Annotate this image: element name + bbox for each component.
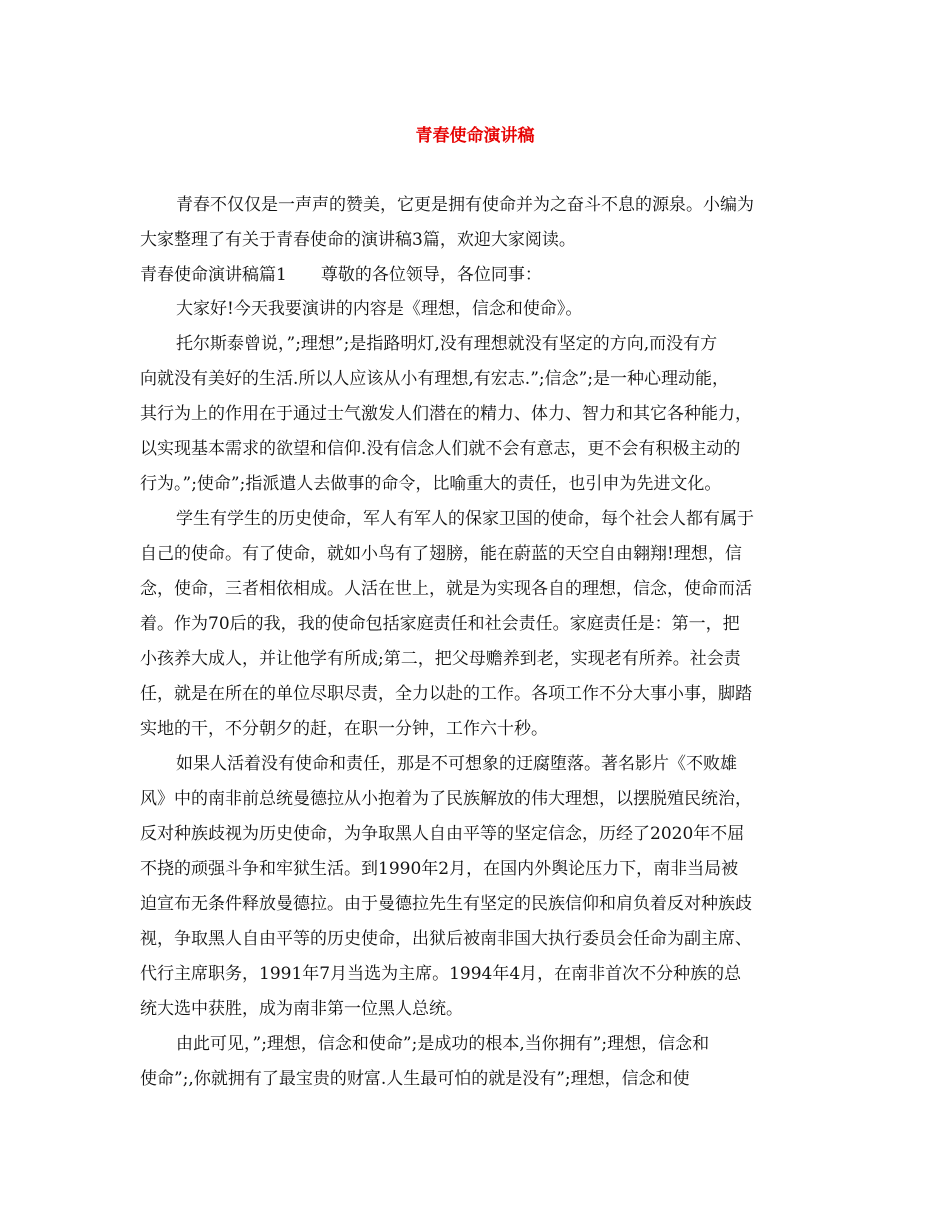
paragraph-line: 使命”;,你就拥有了最宝贵的财富.人生最可怕的就是没有”;理想，信念和使 [140,1069,690,1089]
paragraph-line: 其行为上的作用在于通过士气激发人们潜在的精力、体力、智力和其它各种能力， [140,404,752,424]
paragraph-line: 以实现基本需求的欲望和信仰.没有信念人们就不会有意志，更不会有积极主动的 [140,439,741,459]
paragraph-line: 不挠的顽强斗争和牢狱生活。到1990年2月，在国内外舆论压力下，南非当局被 [140,859,739,879]
paragraph-line: 由此可见，”;理想，信念和使命”;是成功的根本,当你拥有”;理想，信念和 [176,1034,710,1054]
paragraph-line: 大家好!今天我要演讲的内容是《理想，信念和使命》。 [176,299,583,319]
paragraph-line: 小孩养大成人，并让他学有所成;第二，把父母赡养到老，实现老有所养。社会责 [140,649,741,669]
paragraph-line: 迫宣布无条件释放曼德拉。由于曼德拉先生有坚定的民族信仰和肩负着反对种族歧 [140,894,752,914]
paragraph-line: 实地的干，不分朝夕的赶，在职一分钟，工作六十秒。 [140,719,548,739]
paragraph-line: 自己的使命。有了使命，就如小鸟有了翅膀，能在蔚蓝的天空自由翱翔!理想，信 [140,544,742,564]
document-title: 青春使命演讲稿 [415,126,535,146]
paragraph-line: 统大选中获胜，成为南非第一位黑人总统。 [140,999,463,1019]
paragraph-line: 视，争取黑人自由平等的历史使命，出狱后被南非国大执行委员会任命为副主席、 [140,929,752,949]
paragraph-line: 着。作为70后的我，我的使命包括家庭责任和社会责任。家庭责任是：第一，把 [140,614,740,634]
paragraph-line: 如果人活着没有使命和责任，那是不可想象的迂腐堕落。著名影片《不败雄 [176,754,737,774]
paragraph-line: 念，使命，三者相依相成。人活在世上，就是为实现各自的理想，信念，使命而活 [140,579,752,599]
paragraph-line: 向就没有美好的生活.所以人应该从小有理想,有宏志.”;信念”;是一种心理动能， [140,369,730,389]
paragraph-line: 青春不仅仅是一声声的赞美，它更是拥有使命并为之奋斗不息的源泉。小编为 [176,195,754,215]
section-heading-line: 青春使命演讲稿篇1 尊敬的各位领导，各位同事： [140,265,542,285]
paragraph-line: 反对种族歧视为历史使命，为争取黑人自由平等的坚定信念，历经了2020年不屈 [140,824,745,844]
paragraph-line: 代行主席职务，1991年7月当选为主席。1994年4月，在南非首次不分种族的总 [140,964,742,984]
paragraph-line: 风》中的南非前总统曼德拉从小抱着为了民族解放的伟大理想，以摆脱殖民统治， [140,789,752,809]
paragraph-line: 学生有学生的历史使命，军人有军人的保家卫国的使命，每个社会人都有属于 [176,509,754,529]
paragraph-line: 大家整理了有关于青春使命的演讲稿3篇，欢迎大家阅读。 [140,230,576,250]
paragraph-line: 托尔斯泰曾说，”;理想”;是指路明灯,没有理想就没有坚定的方向,而没有方 [176,334,718,354]
paragraph-line: 行为。”;使命”;指派遣人去做事的命令，比喻重大的责任，也引申为先进文化。 [140,474,722,494]
paragraph-line: 任，就是在所在的单位尽职尽责，全力以赴的工作。各项工作不分大事小事，脚踏 [140,684,752,704]
